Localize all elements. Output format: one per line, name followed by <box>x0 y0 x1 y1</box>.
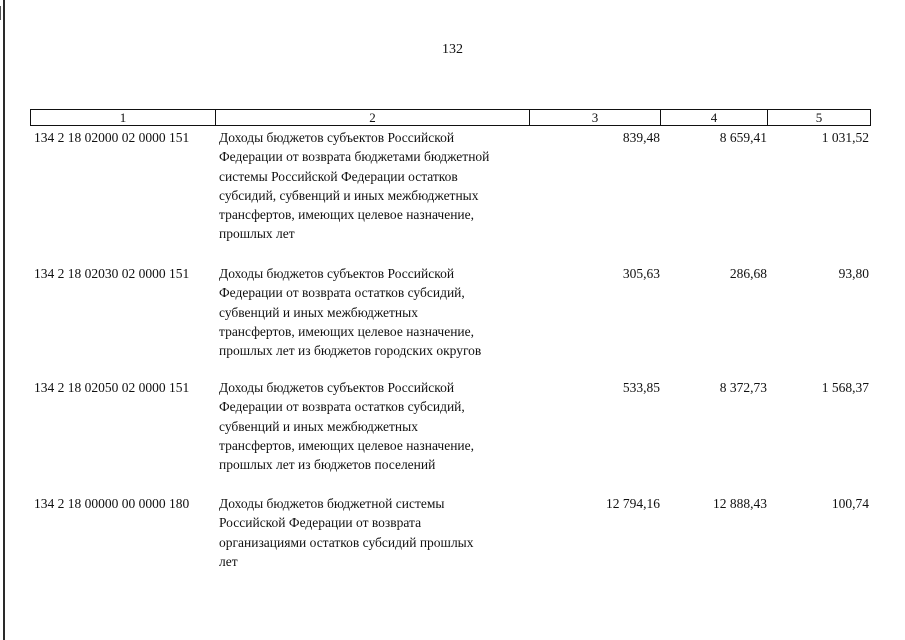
value-col4: 12 888,43 <box>713 496 767 511</box>
description-line: Доходы бюджетов субъектов Российской <box>219 266 455 281</box>
description-line: Федерации от возврата бюджетами бюджетной <box>219 149 490 165</box>
description-line: системы Российской Федерации остатков <box>219 168 458 184</box>
value-col4: 8 372,73 <box>719 380 767 395</box>
description-line: Федерации от возврата остатков субсидий, <box>219 285 465 301</box>
row-description <box>219 264 531 360</box>
value-col5: 1 568,37 <box>821 380 869 395</box>
description-line: субвенций и иных межбюджетных <box>219 304 418 320</box>
description-line: субвенций и иных межбюджетных <box>219 418 418 434</box>
row-description <box>219 128 531 244</box>
description-line: прошлых лет <box>219 226 295 242</box>
description-line: Федерации от возврата остатков субсидий, <box>219 399 465 415</box>
description-line: Доходы бюджетов субъектов Российской <box>219 380 455 395</box>
row-description <box>219 378 531 474</box>
page-number: 132 <box>442 42 463 57</box>
description-line: Доходы бюджетов бюджетной системы <box>219 496 445 511</box>
description-line: трансфертов, имеющих целевое назначение, <box>219 323 475 339</box>
column-header-3: 3 <box>529 109 661 126</box>
description-line: Российской Федерации от возврата <box>219 515 422 531</box>
description-line: прошлых лет из бюджетов поселений <box>219 457 436 473</box>
value-col3: 533,85 <box>622 380 660 395</box>
column-header-5: 5 <box>767 109 871 126</box>
left-margin-tick <box>0 6 1 20</box>
value-col5: 100,74 <box>831 496 869 511</box>
value-col4: 8 659,41 <box>719 130 767 145</box>
value-col5: 93,80 <box>838 266 869 281</box>
description-line: организациями остатков субсидий прошлых <box>219 534 474 550</box>
row-code: 134 2 18 00000 00 0000 180 <box>34 496 190 511</box>
row-code: 134 2 18 02050 02 0000 151 <box>34 380 190 395</box>
description-line: прошлых лет из бюджетов городских округов <box>219 343 482 359</box>
value-col3: 839,48 <box>622 130 660 145</box>
description-line: лет <box>219 553 238 569</box>
left-margin-line <box>3 0 5 640</box>
description-line: Доходы бюджетов субъектов Российской <box>219 130 455 145</box>
column-header-2: 2 <box>215 109 530 126</box>
row-description <box>219 494 531 571</box>
value-col5: 1 031,52 <box>821 130 869 145</box>
row-code: 134 2 18 02000 02 0000 151 <box>34 130 190 145</box>
column-header-4: 4 <box>660 109 768 126</box>
column-header-1: 1 <box>30 109 216 126</box>
description-line: трансфертов, имеющих целевое назначение, <box>219 437 475 453</box>
value-col3: 305,63 <box>622 266 660 281</box>
row-code: 134 2 18 02030 02 0000 151 <box>34 266 190 281</box>
description-line: субсидий, субвенций и иных межбюджетных <box>219 187 479 203</box>
description-line: трансфертов, имеющих целевое назначение, <box>219 207 475 223</box>
value-col4: 286,68 <box>729 266 767 281</box>
value-col3: 12 794,16 <box>606 496 660 511</box>
